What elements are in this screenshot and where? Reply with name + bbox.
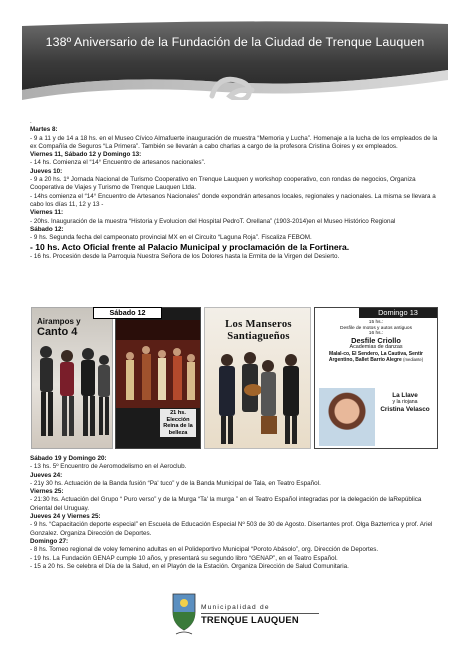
program-item: - 15 a 20 hs. Se celebra el Día de la Salud, en el Playón de la Estación. Organiza Dirección de Salud Comunitaria.: [30, 562, 349, 570]
photo-strip: [31, 307, 438, 449]
program-day-heading: Sábado 19 y Domingo 20:: [30, 455, 107, 462]
municipality-label: Municipalidad de: [201, 604, 270, 611]
sabado-tag: Sábado 12: [93, 307, 162, 319]
header-banner: [22, 18, 448, 100]
caption-line: Reina de la belleza: [163, 423, 193, 436]
program-day-heading: Viernes 11:: [30, 209, 64, 217]
program-item: - 9 a 20 hs. 1º Jornada Nacional de Turismo Cooperativo en Trenque Lauquen y workshop cooperativo, con rondas de negocios, Organiza Cooperativa de Viajes y Turismo de Trenque Lauquen Ltda.: [30, 176, 416, 192]
program-item: - 9 hs. “Capacitación deporte especial” en Escuela de Educación Especial Nº 503 de 30 de Agosto. Disertantes prof. Olga Bazterrica y prof. Ariel Gonzalez. Organiza Dirección de Deportes.: [30, 521, 433, 537]
photo-caption: Airampos y: [37, 317, 81, 326]
schedule-time: 15 hs.:: [368, 320, 384, 325]
program-day-heading: Jueves 24:: [30, 471, 63, 479]
domingo-schedule: [315, 320, 437, 363]
program-day-heading: Domingo 27:: [30, 537, 69, 545]
photo-manseros: [204, 307, 311, 449]
artist-connector: y la riojana: [392, 399, 418, 405]
city-name: TRENQUE LAUQUEN: [201, 614, 299, 625]
program-day-heading: Jueves 10:: [30, 167, 63, 175]
domingo-tag: Domingo 13: [359, 307, 437, 318]
program-day-heading: Viernes 25:: [30, 488, 64, 496]
schedule-time: 16 hs.:: [368, 331, 384, 337]
artist-name: La Llave: [392, 392, 418, 399]
program-item: - 20hs. Inauguración de la muestra “Historia y Evolucion del Hospital PedroT. Orellana” (1903-2014)en el Museo Histórico Regional: [30, 217, 396, 225]
program-day-heading: Viernes 11, Sábado 12 y Domingo 13:: [30, 151, 142, 159]
photo-caption: Santiagueños: [227, 331, 290, 342]
program-item: - 9 hs. Segunda fecha del campeonato provincial MX en el Circuito “Laguna Roja”. Fiscaliza FEBOM.: [30, 234, 312, 242]
program-item: - 14 hs. Comienza el “14° Encuentro de artesanos nacionales”.: [30, 159, 206, 167]
program-item: - 16 hs. Procesión desde la Parroquia Nuestra Señora de los Dolores hasta la Ermita de la Virgen del Desierto.: [30, 253, 340, 261]
photo-caption: Los Manseros: [225, 319, 292, 330]
program-item: - 21:30 hs. Actuación del Grupo “ Puro verso” y de la Murga “Ta' la murga ” en el Teatro Español integradas por la delegación de laRepública Oriental del Uruguay.: [30, 496, 422, 512]
schedule-item-text: Argentino, Ballet Barrio Alegre: [328, 357, 402, 364]
program-item: - 13 hs. 5º Encuentro de Aeromodelismo en el Aeroclub.: [30, 463, 187, 471]
program-day-heading: Martes 8:: [30, 126, 58, 134]
footer-logo: [170, 590, 310, 638]
program-highlight: - 10 hs. Acto Oficial frente al Palacio Municipal y proclamación de la Fortinera.: [30, 242, 350, 253]
schedule-item: [315, 357, 437, 363]
program-day-heading: Sábado 12:: [30, 225, 64, 233]
photo-reina: [115, 307, 201, 449]
group-image: [205, 308, 311, 449]
reina-caption: [160, 409, 196, 437]
ribbon-icon: [22, 18, 448, 100]
photo-caption: Canto 4: [37, 326, 78, 338]
program-item: - 14hs comienza el “14° Encuentro de Artesanos Nacionales” donde expondrán artesanos locales, regionales y nacionales. La misma se llevara a cabo los días 11, 12 y 13 -: [30, 192, 436, 208]
caption-time: 21 hs.: [170, 410, 186, 416]
page-title: 138º Aniversario de la Fundación de la Ciudad de Trenque Lauquen: [45, 35, 425, 49]
program-item: - 19 hs. La Fundación GENAP cumple 10 años, y presentará su segundo libro “GENAP”, en el Teatro Español.: [30, 554, 338, 562]
artist-name: Cristina Velasco: [380, 406, 430, 413]
photo-airampos: [31, 307, 113, 449]
schedule-item: Desfile de motos y autos antiguos: [340, 325, 412, 331]
schedule-item: Academias de danzas: [349, 344, 403, 351]
program-item: - 9 a 11 y de 14 a 18 hs. en el Museo Cívico Almafuerte inauguración de muestra “Memoria y Lucha”. Homenaje a la lucha de los empleados de la ex Compañía de Seguros “La Primera”. También se llevarán a cabo charlas a cargo de la profesora Cristina Goires y ex empleados.: [30, 134, 438, 150]
schedule-item: Malal-co, El Sendero, La Cautiva, Sentir: [329, 350, 423, 357]
program-item: - 21y 30 hs. Actuación de la Banda fusión “Pa' tuco” y de la Banda Municipal de Tala, en Teatro Español.: [30, 479, 321, 487]
domingo-artists: [375, 392, 435, 413]
program-bottom: [30, 455, 440, 571]
program-item: .: [30, 118, 32, 125]
schedule-item-note: (mediante): [403, 357, 424, 363]
singer-photo: [319, 388, 375, 446]
program-item: - 8 hs. Torneo regional de voley femenino adultas en el Polideportivo Municipal “Poroto Abásolo”, org. Dirección de Deportes.: [30, 546, 379, 554]
schedule-highlight: Desfile Criollo: [351, 335, 401, 345]
municipal-shield-icon: [170, 590, 198, 636]
domingo-panel: [314, 307, 438, 449]
caption-line: Elección: [166, 416, 190, 423]
program-top: [30, 118, 440, 262]
band-members-image: [32, 308, 113, 449]
program-day-heading: Jueves 24 y Viernes 25:: [30, 513, 101, 521]
